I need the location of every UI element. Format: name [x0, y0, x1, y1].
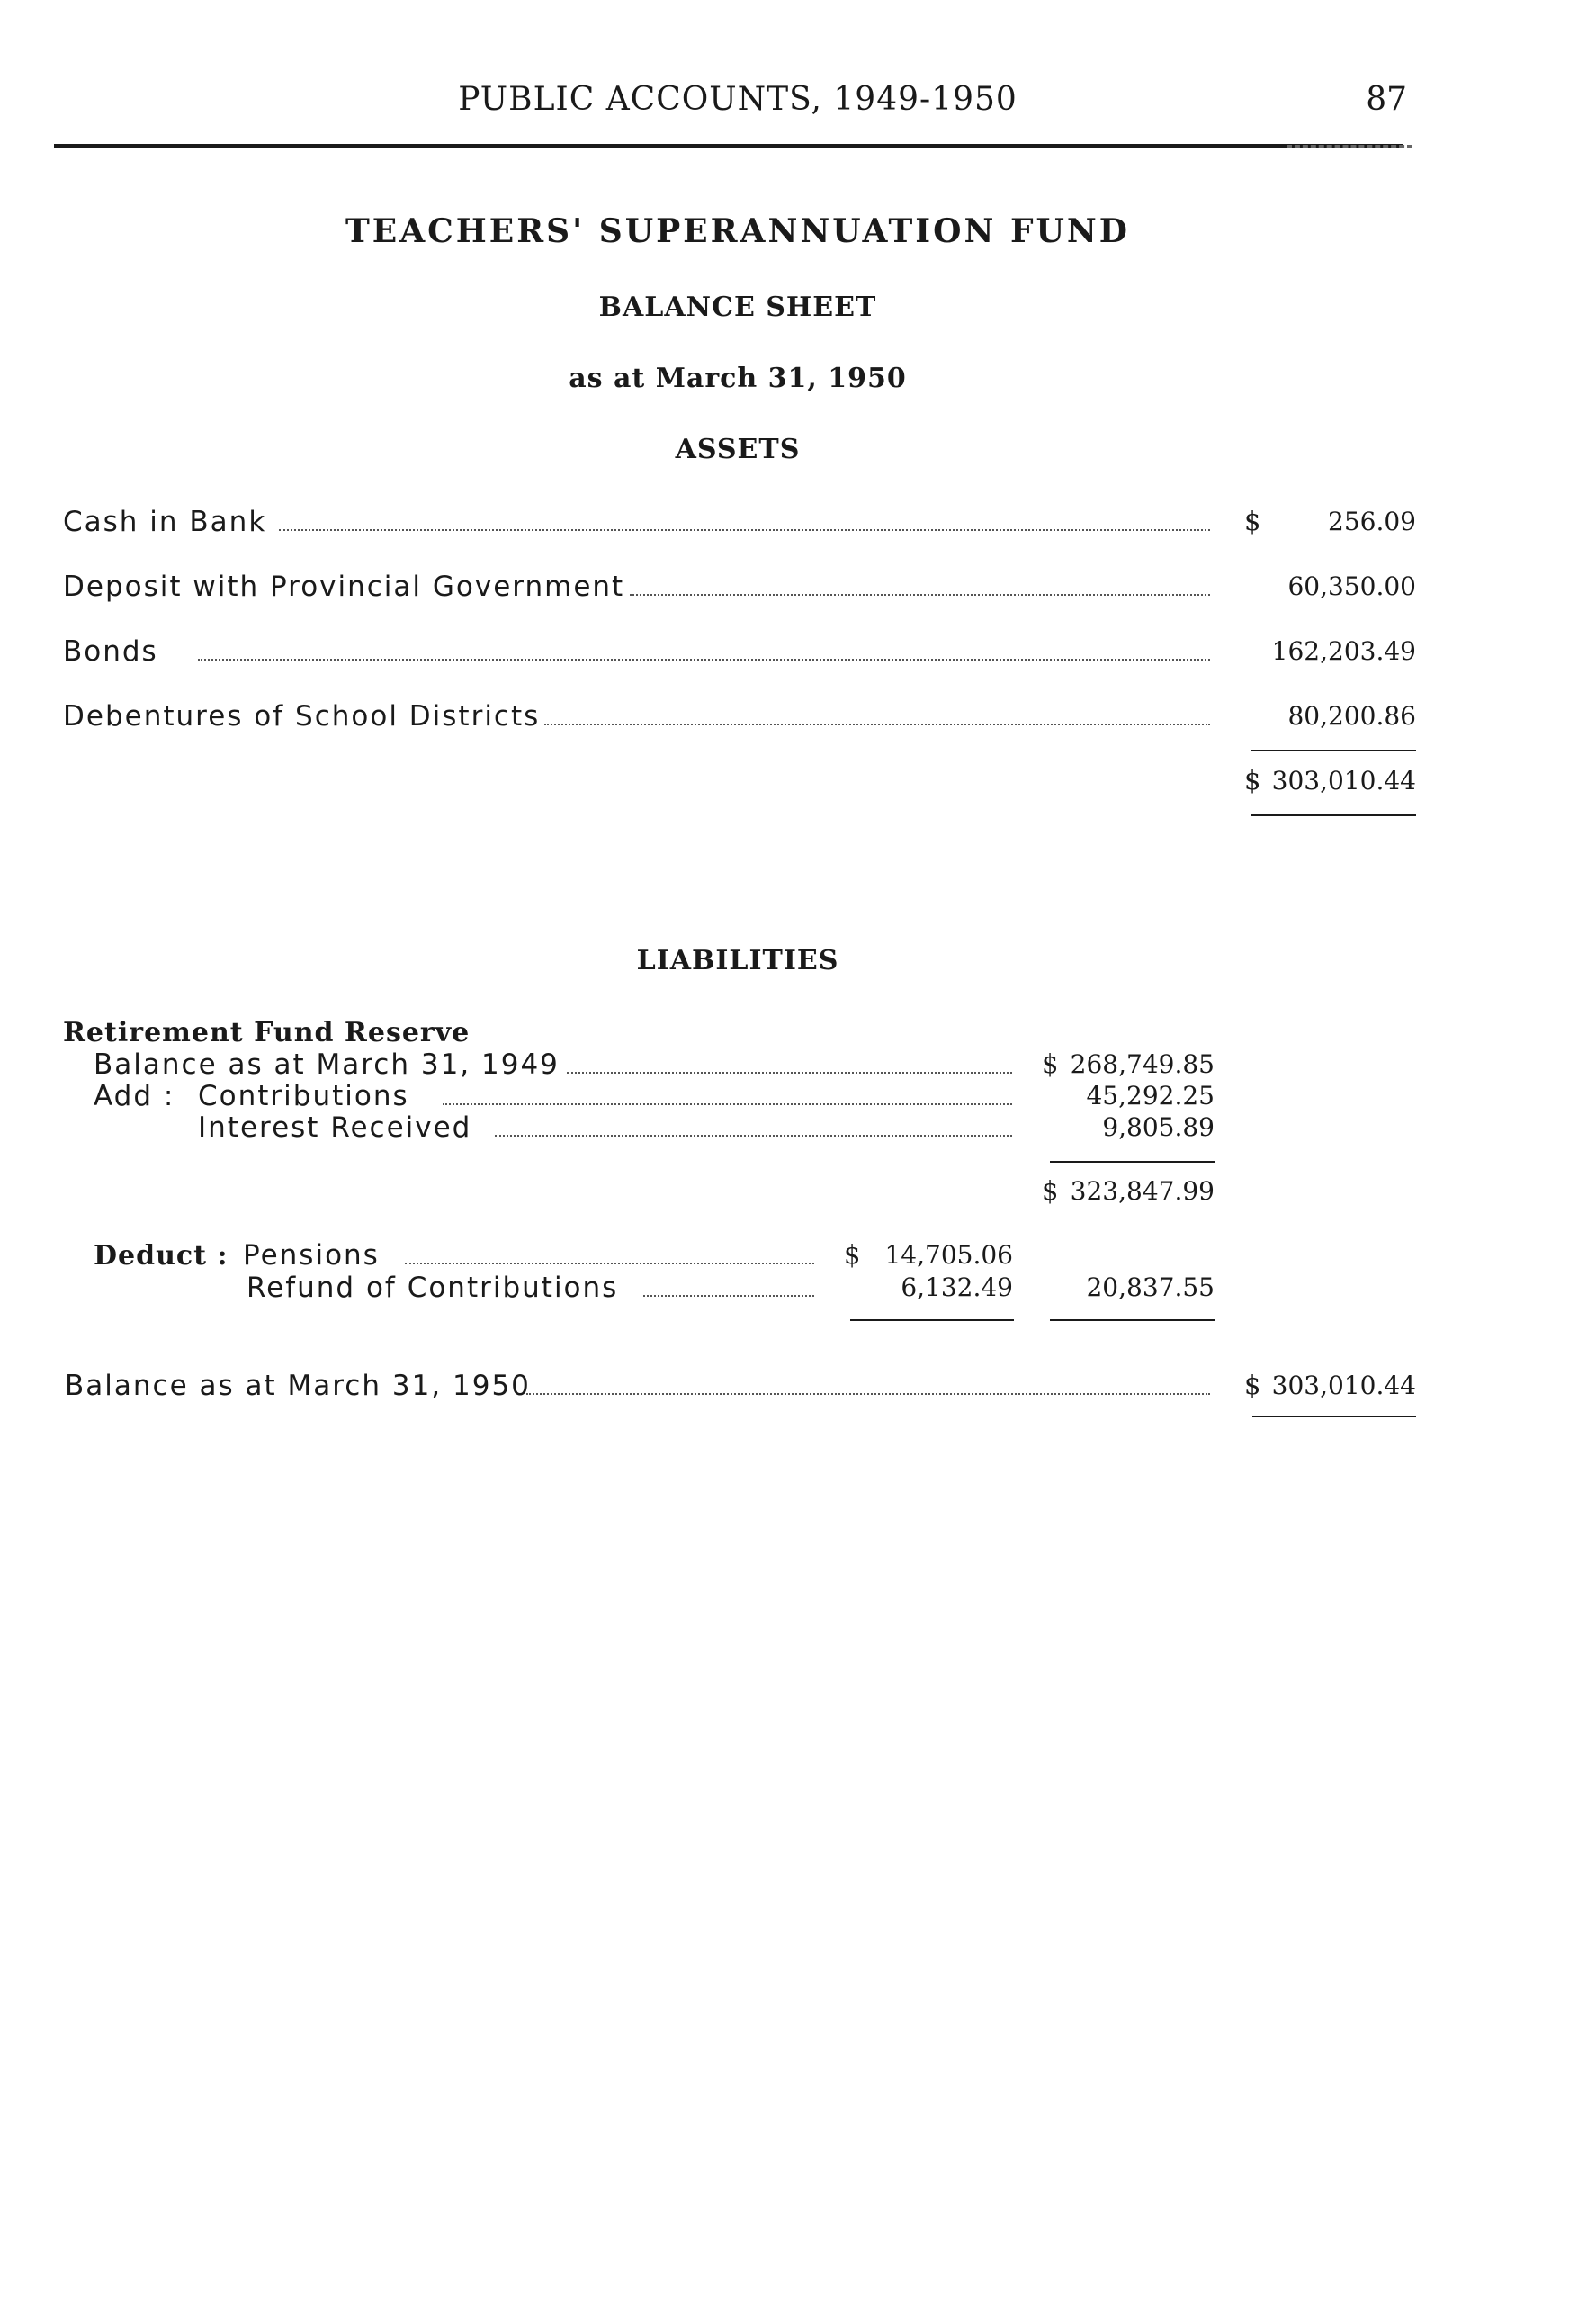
document-date-line: as at March 31, 1950	[569, 363, 907, 394]
assets-heading: ASSETS	[675, 434, 801, 465]
closing-currency: $	[1244, 1370, 1261, 1400]
leader-dots	[544, 724, 1210, 725]
leader-dots	[279, 529, 1210, 531]
assets-total: 303,010.44	[1271, 766, 1416, 796]
add-label: Add :	[94, 1080, 175, 1112]
asset-currency: $	[1244, 506, 1261, 536]
leader-dots	[198, 659, 1210, 661]
leader-dots	[630, 594, 1210, 596]
assets-total-rule	[1251, 750, 1416, 751]
leader-dots	[643, 1295, 814, 1297]
header-rule-tail	[1287, 145, 1412, 148]
asset-amount: 60,350.00	[1287, 571, 1416, 601]
subtotal-rule	[1050, 1161, 1215, 1163]
deduct-total-amount: 20,837.55	[1086, 1272, 1215, 1302]
asset-label: Deposit with Provincial Government	[63, 571, 625, 603]
refund-amount: 6,132.49	[901, 1272, 1013, 1302]
leader-dots	[443, 1103, 1012, 1105]
opening-balance-amount: 268,749.85	[1070, 1049, 1215, 1079]
closing-balance-amount: 303,010.44	[1271, 1371, 1416, 1400]
page-number: 87	[1366, 81, 1407, 118]
asset-amount: 162,203.49	[1271, 636, 1416, 666]
asset-amount: 256.09	[1328, 507, 1416, 536]
header-rule	[54, 144, 1403, 148]
asset-label: Bonds	[63, 635, 158, 668]
leader-dots	[567, 1072, 1012, 1074]
pensions-currency: $	[844, 1239, 861, 1270]
deduct-total-rule	[1050, 1319, 1215, 1321]
closing-balance-label: Balance as at March 31, 1950	[65, 1370, 531, 1402]
asset-label: Cash in Bank	[63, 506, 267, 538]
refund-label: Refund of Contributions	[247, 1272, 619, 1304]
opening-balance-label: Balance as at March 31, 1949	[94, 1048, 560, 1081]
subtotal-currency: $	[1042, 1175, 1059, 1206]
closing-underline	[1252, 1416, 1416, 1417]
deduct-rule	[850, 1319, 1014, 1321]
asset-amount: 80,200.86	[1287, 701, 1416, 731]
running-title: PUBLIC ACCOUNTS, 1949-1950	[458, 81, 1018, 118]
leader-dots	[495, 1135, 1012, 1137]
interest-label: Interest Received	[198, 1111, 472, 1144]
contributions-amount: 45,292.25	[1086, 1081, 1215, 1111]
leader-dots	[405, 1263, 814, 1264]
pensions-amount: 14,705.06	[884, 1240, 1013, 1270]
subtotal-amount: 323,847.99	[1070, 1176, 1215, 1206]
assets-total-underline	[1251, 814, 1416, 816]
opening-currency: $	[1042, 1048, 1059, 1079]
leader-dots	[526, 1393, 1210, 1395]
asset-label: Debentures of School Districts	[63, 700, 541, 733]
pensions-label: Pensions	[243, 1239, 380, 1272]
interest-amount: 9,805.89	[1102, 1112, 1215, 1142]
assets-total-currency: $	[1244, 765, 1261, 796]
contributions-label: Contributions	[198, 1080, 409, 1112]
document-title: TEACHERS' SUPERANNUATION FUND	[345, 212, 1131, 250]
document-subtitle: BALANCE SHEET	[598, 292, 877, 323]
liabilities-heading: LIABILITIES	[636, 945, 839, 976]
deduct-label: Deduct :	[94, 1240, 229, 1272]
reserve-heading: Retirement Fund Reserve	[63, 1017, 471, 1048]
